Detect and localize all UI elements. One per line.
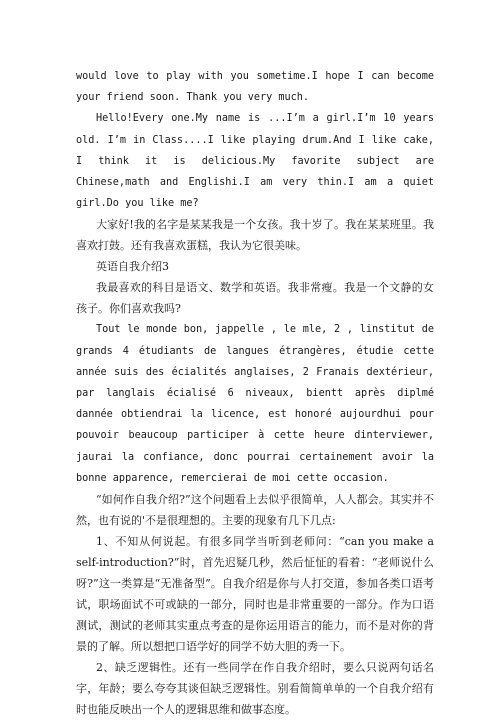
paragraph-english-intro: Hello!Every one.My name is ...I’m a girl.I’m 10 years old. I’m in Class....I like playing drum.And I like cake, I think it is delicious.My favorite subject are Chinese,math and Englishi.I am very thin.I am a quiet girl.Do you like me? <box>76 113 434 210</box>
paragraph-point-1: 1、不知从何说起。有很多同学当听到老师问：“can you make a self-introduction?”时，首先迟疑几秒，然后怔怔的看着：“老师说什么呀?”这一类算是“无准备型”。自我介绍是你与人打交道，参加各类口语考试，职场面试不可或缺的一部分，同时也是非常重要的一部分。作为口语测试，测试的老师其实重点考查的是你运用语言的能力，而不是对你的背景的了解。所以想把口语学好的同学不妨大胆的秀一下。 <box>76 535 434 654</box>
paragraph-favorite-subjects: 我最喜欢的科目是语文、数学和英语。我非常瘦。我是一个文静的女孩子。你们喜欢我吗? <box>76 281 434 316</box>
paragraph-friend-closing: would love to play with you sometime.I hope I can become your friend soon. Thank you very much. <box>76 71 434 104</box>
paragraph-how-to-introduce: “如何作自我介绍?”这个问题看上去似乎很简单，人人都会。其实并不然，也有说的'不是很理想的。主要的现象有几下几点: <box>76 493 434 528</box>
section-heading: 英语自我介绍3 <box>96 260 169 274</box>
paragraph-point-2: 2、缺乏逻辑性。还有一些同学在作自我介绍时，要么只说两句话名字，年龄；要么夸夸其谈但缺乏逻辑性。别看简简单单的一个自我介绍有时也能反映出一个人的逻辑思维和做事态度。 <box>76 661 434 717</box>
paragraph-french-intro: Tout le monde bon, jappelle , le mle, 2 , linstitut de grands 4 étudiants de langues étrangères, étudie cette année suis des écialités anglaises, 2 Franais dextérieur, par langlais écialisé 6 niveaux, bientt après diplmé dannée obtiendrai la licence, est honoré aujourdhui pour pouvoir beaucoup participer à cette heure dinterviewer, jaurai la confiance, donc pourrai certainement avoir la bonne apparence, remercierai de moi cette occasion. <box>76 324 434 484</box>
paragraph-chinese-translation: 大家好!我的名字是某某我是一个女孩。我十岁了。我在某某班里。我喜欢打鼓。还有我喜欢蛋糕，我认为它很美味。 <box>76 218 434 253</box>
